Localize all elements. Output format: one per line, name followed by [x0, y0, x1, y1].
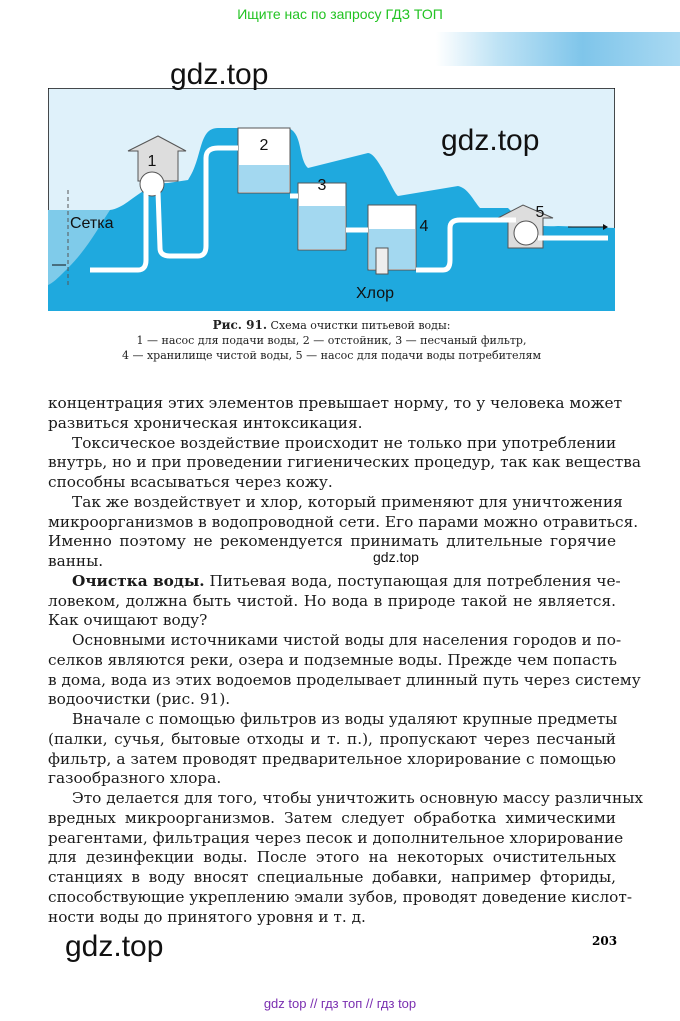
- text-line: [48, 571, 621, 592]
- water-image-strip: [436, 32, 680, 66]
- section-heading: Очистка воды.: [72, 571, 205, 590]
- text-span: Так же воздействует и хлор, который применяют для уничтожения: [72, 492, 623, 511]
- text-line: [48, 552, 616, 572]
- caption-title: Рис. 91.: [212, 318, 268, 332]
- text-line: [48, 453, 641, 473]
- text-span: Это делается для того, чтобы уничтожить основную массу различных: [72, 789, 644, 807]
- watermark: gdz.top: [441, 124, 540, 157]
- text-line: [48, 512, 639, 533]
- text-line: [48, 651, 616, 671]
- text-line: [48, 394, 623, 414]
- text-line: [48, 828, 624, 849]
- label-settler-2: 2: [259, 137, 269, 154]
- text-span: внутрь, но и при проведении гигиенических процедур, так как вещества: [48, 453, 641, 472]
- text-span: Как очищают воду?: [48, 611, 208, 630]
- text-line: [48, 710, 616, 730]
- text-line: [48, 848, 616, 868]
- text-span: вредных микроорганизмов. Затем следует обработка химическими: [48, 808, 616, 827]
- label-filter-3: 3: [317, 177, 327, 194]
- text-line: [48, 670, 641, 691]
- label-chlorine: Хлор: [356, 285, 394, 302]
- text-span: ловеком, должна быть чистой. Но вода в природе такой не является.: [48, 591, 616, 610]
- text-span: ванны.: [48, 552, 104, 570]
- label-storage-4: 4: [419, 218, 429, 235]
- text-span: газообразного хлора.: [48, 769, 222, 788]
- text-line: [48, 750, 616, 770]
- text-span: концентрация этих элементов превышает норму, то у человека может: [48, 394, 623, 412]
- body-text: [48, 394, 644, 927]
- text-span: для дезинфекции воды. После этого на некоторых очистительных: [48, 848, 616, 867]
- label-pump-1: 1: [147, 153, 157, 170]
- text-line: [48, 789, 644, 809]
- label-pump-5: 5: [535, 204, 545, 221]
- text-line: [48, 769, 616, 789]
- watermark: gdz.top: [65, 930, 164, 963]
- text-line: [48, 809, 616, 829]
- text-span: Именно поэтому не рекомендуется принимать длительные горячие: [48, 532, 616, 551]
- text-line: [48, 592, 616, 612]
- text-line: [48, 492, 623, 513]
- text-span: реагентами, фильтрация через песок и дополнительное хлорирование: [48, 828, 624, 847]
- text-line: [48, 868, 616, 888]
- text-line: [48, 887, 633, 908]
- text-span: станциях в воду вносят специальные добавки, например фториды,: [48, 868, 616, 886]
- text-span: Питьевая вода, поступающая для потребления че-: [204, 571, 621, 590]
- caption-line: 1 — насос для подачи воды, 2 — отстойник, 3 — песчаный фильтр,: [136, 334, 527, 347]
- text-span: Токсическое воздействие происходит не только при употреблении: [72, 433, 617, 452]
- text-line: [48, 730, 616, 750]
- footer-links[interactable]: gdz top // гдз топ // гдз top: [263, 996, 417, 1011]
- caption-text: Схема очистки питьевой воды:: [270, 319, 451, 332]
- text-span: ности воды до принятого уровня и т. д.: [48, 907, 366, 926]
- text-span: способствующие укреплению эмали зубов, проводят доведение кислот-: [48, 887, 633, 906]
- text-span: фильтр, а затем проводят предварительное хлорирование с помощью: [48, 749, 616, 768]
- watermark: gdz.top: [373, 549, 419, 565]
- text-line: [48, 611, 616, 631]
- text-line: [48, 532, 616, 552]
- text-span: селков являются реки, озера и подземные воды. Прежде чем попасть: [48, 650, 617, 669]
- text-line: [48, 690, 616, 710]
- text-line: [48, 908, 616, 928]
- text-line: [48, 434, 616, 454]
- text-span: развиться хроническая интоксикация.: [48, 413, 363, 432]
- text-span: Вначале с помощью фильтров из воды удаляют крупные предметы: [72, 710, 618, 728]
- page-number: 203: [592, 934, 618, 948]
- text-line: [48, 414, 616, 434]
- text-span: в дома, вода из этих водоемов проделывает длинный путь через систему: [48, 670, 641, 689]
- text-span: Основными источниками чистой воды для населения городов и по-: [72, 631, 622, 649]
- text-line: [48, 473, 616, 493]
- text-span: микроорганизмов в водопроводной сети. Его парами можно отравиться.: [48, 512, 639, 531]
- text-line: [48, 631, 622, 651]
- text-span: (палки, сучья, бытовые отходы и т. п.), пропускают через песчаный: [48, 729, 616, 748]
- water-treatment-diagram: [48, 88, 615, 311]
- figure-caption: [48, 318, 615, 363]
- text-span: способны всасываться через кожу.: [48, 473, 333, 491]
- top-banner[interactable]: Ищите нас по запросу ГДЗ ТОП: [237, 6, 443, 22]
- watermark: gdz.top: [170, 58, 269, 91]
- label-grid: Сетка: [70, 215, 114, 232]
- caption-line: 4 — хранилище чистой воды, 5 — насос для подачи воды потребителям: [121, 349, 541, 362]
- text-span: водоочистки (рис. 91).: [48, 690, 231, 709]
